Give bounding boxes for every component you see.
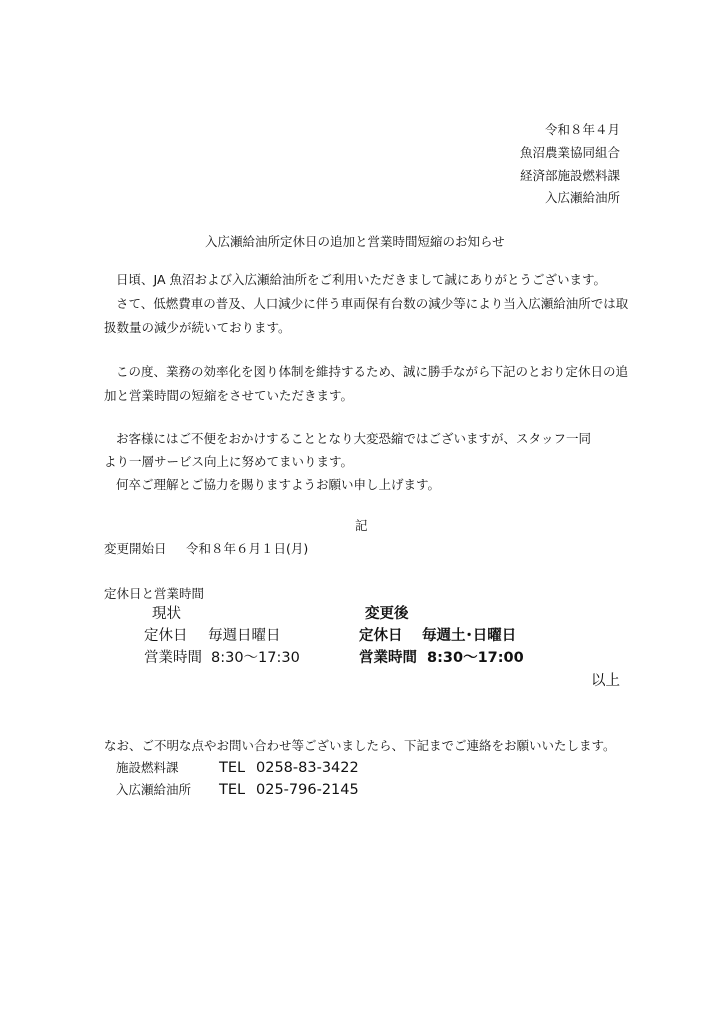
schedule-heading: 定休日と営業時間 [104, 586, 205, 601]
after-holiday-label: 定休日 [359, 628, 403, 644]
after-hours-value: 8:30～17:00 [427, 650, 524, 666]
current-heading: 現状 [152, 606, 181, 622]
after-hours-label: 営業時間 [359, 650, 417, 666]
paragraph-3-line-2: より一層サービス向上に努めてまいります。 [104, 454, 354, 469]
paragraph-2-line-2: 加と営業時間の短縮をさせていただきます。 [104, 388, 354, 403]
change-start-label: 変更開始日 [104, 541, 167, 556]
paragraph-1-line-2: さて、低燃費車の普及、人口減少に伴う車両保有台数の減少等により当入広瀬給油所では取 [116, 296, 629, 311]
notice-date: 令和８年４月 [544, 122, 620, 137]
organization-name: 魚沼農業協同組合 [519, 145, 620, 160]
ki-marker: 記 [355, 518, 368, 533]
paragraph-1-line-3: 扱数量の減少が続いております。 [104, 320, 291, 335]
paragraph-2-line-1: この度、業務の効率化を図り体制を維持するため、誠に勝手ながら下記のとおり定休日の追 [116, 364, 629, 379]
contact-intro: なお、ご不明な点やお問い合わせ等ございましたら、下記までご連絡をお願いいたします。 [104, 738, 616, 753]
contact-name-2: 入広瀬給油所 [116, 782, 192, 797]
current-holiday-label: 定休日 [144, 628, 188, 644]
current-holiday-value: 毎週日曜日 [208, 628, 281, 644]
paragraph-3-line-1: お客様にはご不便をおかけすることとなり大変恐縮ではございますが、スタッフ一同 [116, 431, 592, 446]
current-hours-value: 8:30～17:30 [211, 650, 300, 666]
contact-tel-2: 025-796-2145 [256, 782, 359, 798]
change-start-value: 令和８年６月１日(月) [186, 541, 309, 556]
contact-tel-1: 0258-83-3422 [256, 760, 359, 776]
after-holiday-value: 毎週土･日曜日 [422, 628, 517, 644]
department-name: 経済部施設燃料課 [519, 168, 620, 183]
station-name: 入広瀬給油所 [544, 190, 620, 205]
contact-name-1: 施設燃料課 [116, 760, 179, 775]
after-heading: 変更後 [365, 606, 409, 622]
ijo-marker: 以上 [591, 673, 620, 689]
current-hours-label: 営業時間 [144, 650, 202, 666]
contact-tel-label-2: TEL [219, 782, 246, 798]
paragraph-3-line-3: 何卒ご理解とご協力を賜りますようお願い申し上げます。 [116, 477, 441, 492]
notice-title: 入広瀬給油所定休日の追加と営業時間短縮のお知らせ [205, 234, 505, 249]
paragraph-1-line-1: 日頃、JA 魚沼および入広瀬給油所をご利用いただきまして誠にありがとうございます。 [116, 272, 606, 287]
contact-tel-label-1: TEL [219, 760, 246, 776]
